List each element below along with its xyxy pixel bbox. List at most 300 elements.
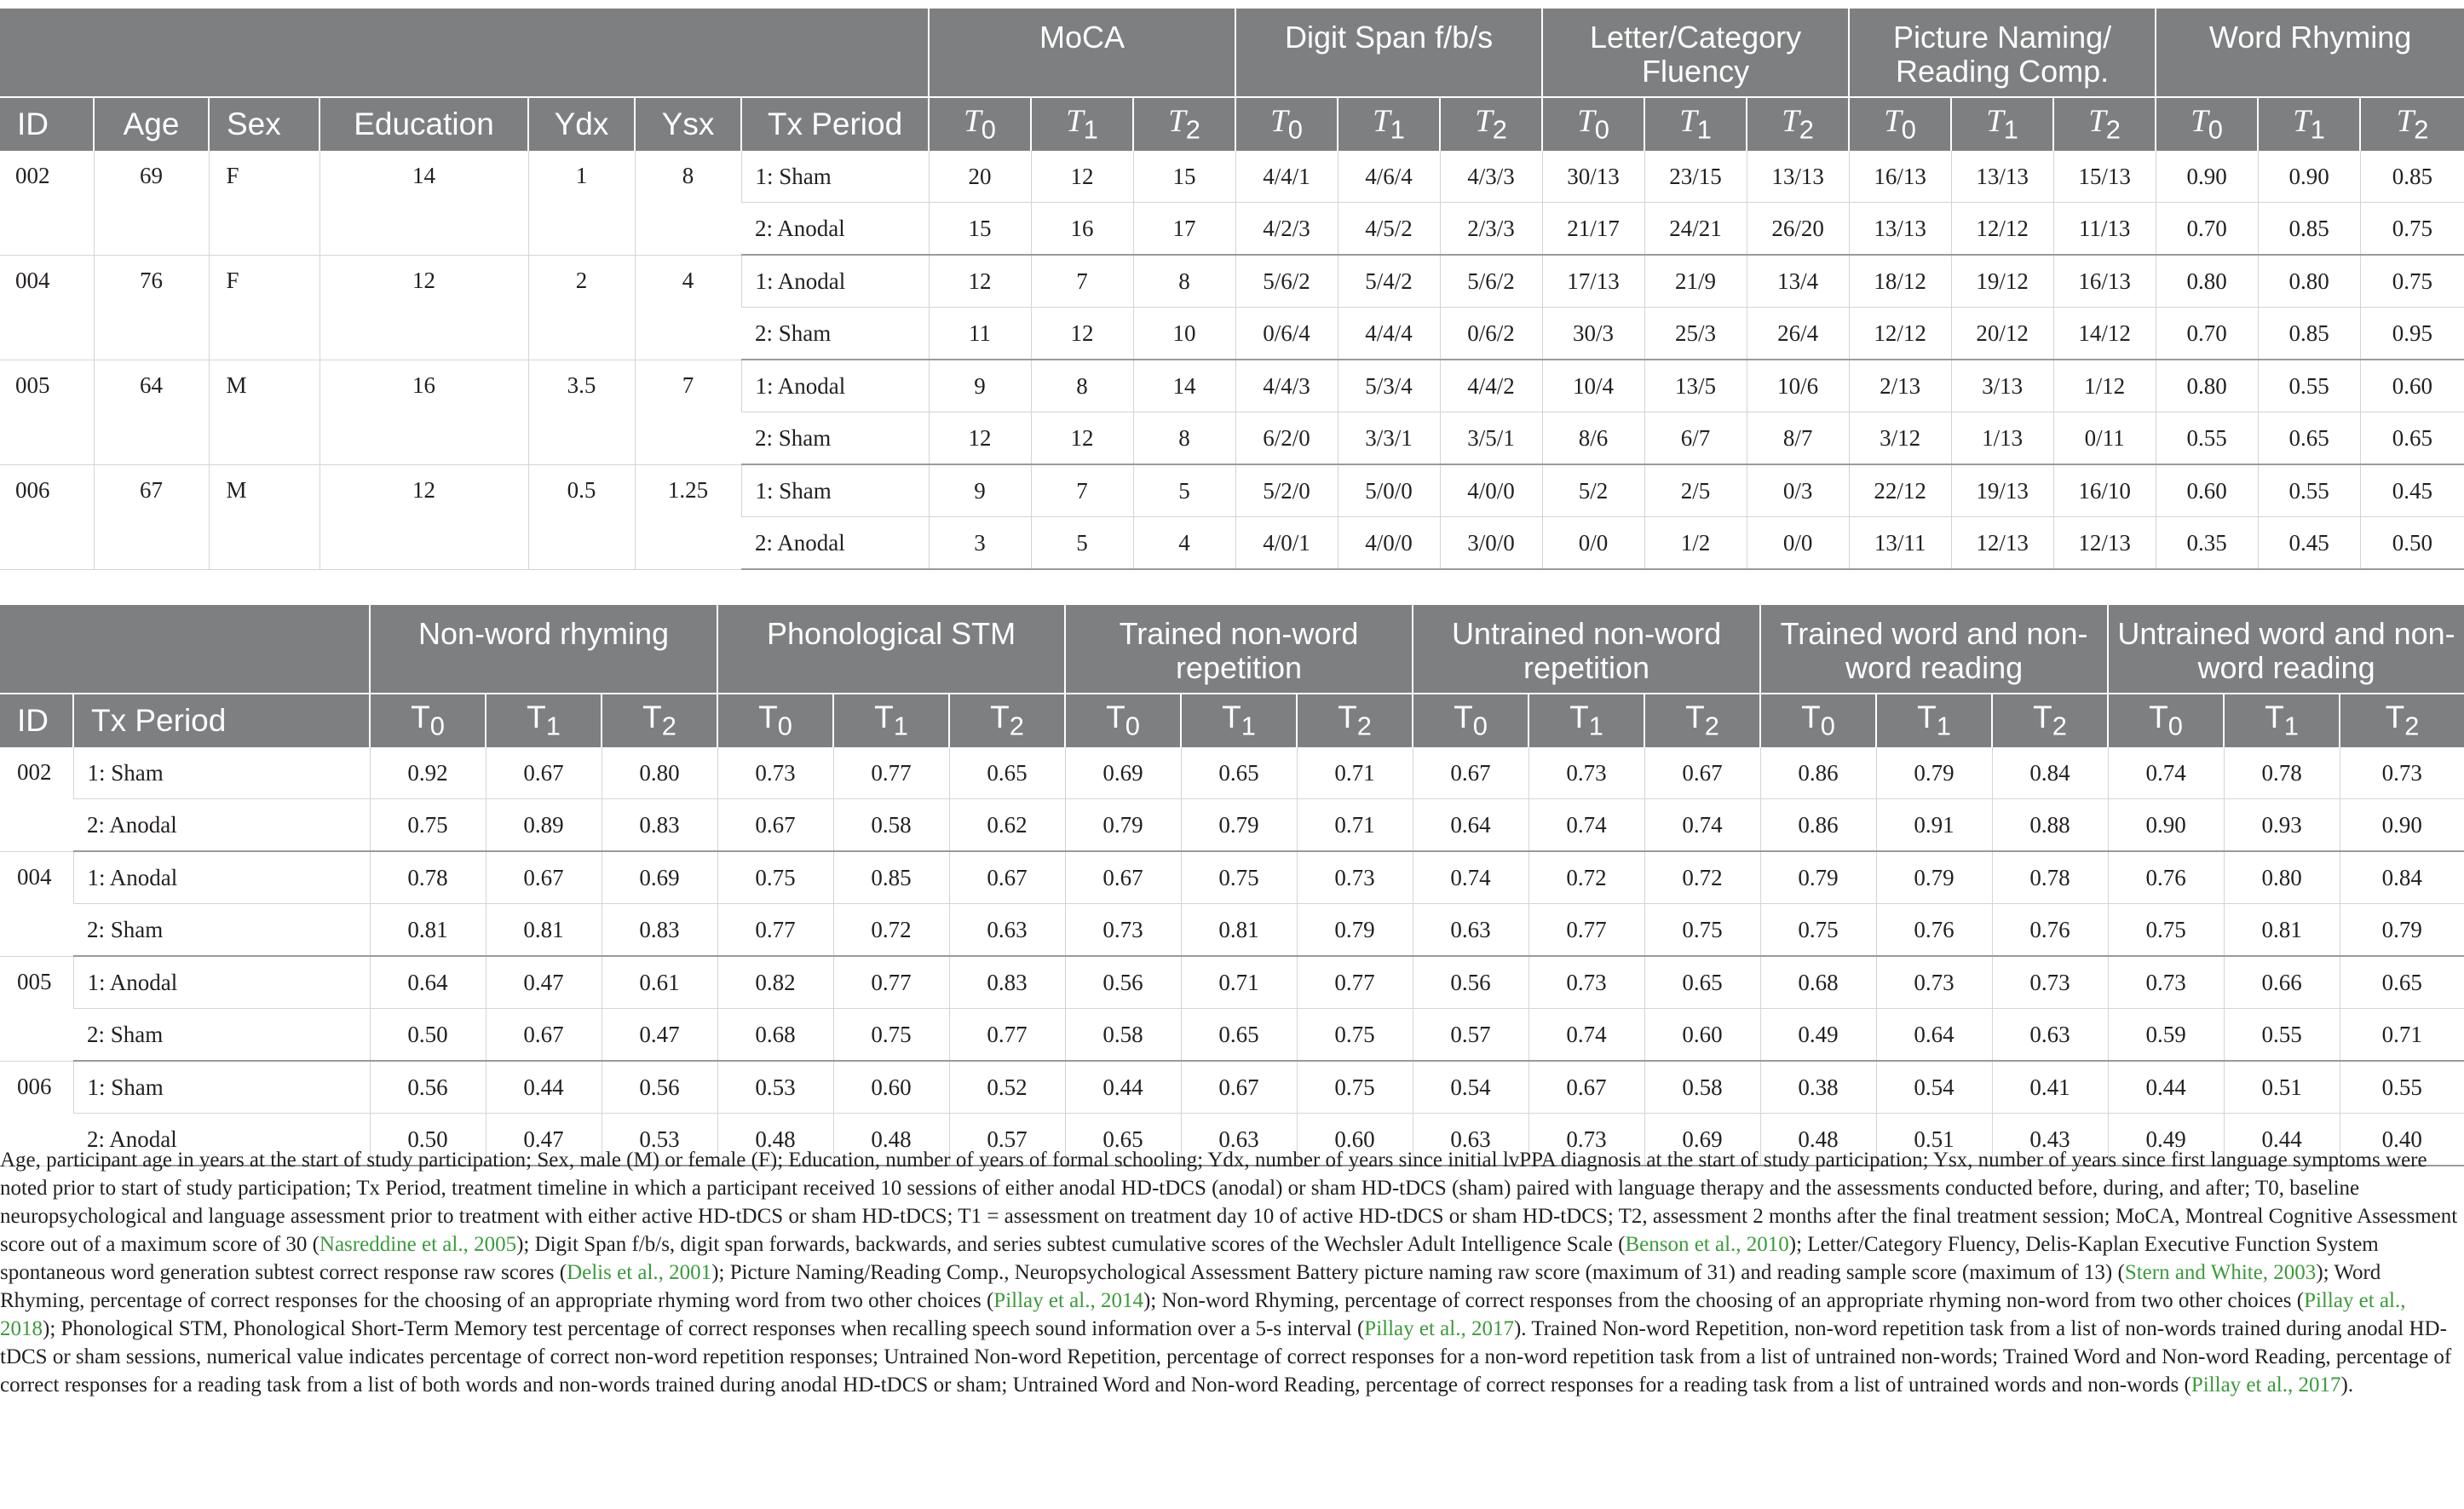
score-cell: 0.77 bbox=[833, 956, 949, 1009]
score-cell: 5/3/4 bbox=[1338, 360, 1440, 412]
score-cell: 3 bbox=[929, 517, 1031, 570]
score-cell: 0.53 bbox=[602, 1114, 717, 1166]
time-point-subscript: 2 bbox=[2105, 114, 2121, 145]
score-cell: 0.81 bbox=[370, 904, 486, 957]
score-cell: 4 bbox=[1133, 517, 1235, 570]
score-cell: 0.67 bbox=[1065, 851, 1181, 904]
time-point-header-t0 bbox=[929, 97, 1031, 151]
score-cell: 3/12 bbox=[1849, 412, 1951, 465]
time-point-header-t1 bbox=[2224, 694, 2340, 747]
score-cell: 0.60 bbox=[2360, 360, 2464, 412]
time-point-header-t0 bbox=[370, 694, 486, 747]
score-cell: 11/13 bbox=[2053, 203, 2156, 256]
score-cell: 13/13 bbox=[1849, 203, 1951, 256]
score-cell: 8 bbox=[1133, 255, 1235, 308]
score-cell: 0.66 bbox=[2224, 956, 2340, 1009]
score-cell: 0.38 bbox=[1760, 1061, 1876, 1114]
table-row bbox=[0, 851, 2464, 904]
time-point-subscript: 0 bbox=[1287, 114, 1303, 145]
participant-id: 002 bbox=[0, 747, 73, 851]
column-header-age: Age bbox=[94, 97, 209, 151]
time-point-header-t2 bbox=[1297, 694, 1413, 747]
time-point-letter: T bbox=[758, 700, 778, 735]
participant-education: 12 bbox=[320, 255, 528, 360]
group-header-row bbox=[0, 9, 2464, 97]
time-point-letter: T bbox=[1373, 104, 1390, 140]
score-cell: 0.69 bbox=[1644, 1114, 1760, 1166]
score-cell: 0.58 bbox=[1644, 1061, 1760, 1114]
score-cell: 10/6 bbox=[1747, 360, 1849, 412]
column-header-tx-period: Tx Period bbox=[73, 694, 370, 747]
time-point-header-t2 bbox=[949, 694, 1065, 747]
score-cell: 0.73 bbox=[1992, 956, 2108, 1009]
score-cell: 0.55 bbox=[2258, 464, 2360, 517]
time-point-letter: T bbox=[1569, 700, 1589, 735]
score-cell: 0.70 bbox=[2156, 203, 2258, 256]
score-cell: 0.60 bbox=[2156, 464, 2258, 517]
score-cell: 13/4 bbox=[1747, 255, 1849, 308]
score-cell: 0.60 bbox=[1297, 1114, 1413, 1166]
score-cell: 0.81 bbox=[486, 904, 602, 957]
score-cell: 0.79 bbox=[1876, 851, 1992, 904]
score-cell: 18/12 bbox=[1849, 255, 1951, 308]
score-cell: 0.86 bbox=[1760, 799, 1876, 852]
score-cell: 0.73 bbox=[1297, 851, 1413, 904]
time-point-header-t1 bbox=[1181, 694, 1297, 747]
citation-link[interactable]: Delis et al., 2001 bbox=[567, 1261, 712, 1284]
score-cell: 0.77 bbox=[833, 747, 949, 799]
time-point-letter: T bbox=[1475, 104, 1493, 140]
footnote-text: ). bbox=[2340, 1374, 2354, 1397]
score-cell: 0.95 bbox=[2360, 308, 2464, 360]
score-cell: 0.58 bbox=[833, 799, 949, 852]
score-cell: 4/2/3 bbox=[1235, 203, 1338, 256]
time-point-subscript: 0 bbox=[429, 711, 445, 741]
footnote-text: ); Picture Naming/Reading Comp., Neuropsychological Assessment Battery picture naming raw score (maximum of 31) and reading sample score (maximum of 13) ( bbox=[711, 1261, 2125, 1284]
participant-ydx: 2 bbox=[528, 255, 635, 360]
score-cell: 0.76 bbox=[1876, 904, 1992, 957]
score-cell: 0.60 bbox=[1644, 1009, 1760, 1062]
participant-id: 002 bbox=[0, 151, 94, 255]
score-cell: 0.50 bbox=[2360, 517, 2464, 570]
time-point-letter: T bbox=[990, 700, 1010, 735]
footnote-text: ); Letter/Category Fluency, Delis-Kaplan Executive Function System spontaneous word generation subtest correct response raw scores ( bbox=[0, 1233, 2379, 1284]
time-point-header-t0 bbox=[2156, 97, 2258, 151]
score-cell: 20 bbox=[929, 151, 1031, 203]
tx-period: 2: Sham bbox=[741, 308, 929, 360]
score-cell: 0.74 bbox=[1528, 799, 1644, 852]
time-point-subscript: 0 bbox=[777, 711, 792, 741]
score-cell: 0.65 bbox=[949, 747, 1065, 799]
score-cell: 0.71 bbox=[1181, 956, 1297, 1009]
footnote-text: ); Digit Span f/b/s, digit span forwards, backwards, and series subtest cumulative scores of the Wechsler Adult Intelligence Scale ( bbox=[516, 1233, 1626, 1256]
time-point-header-t0 bbox=[1760, 694, 1876, 747]
score-cell: 4/4/3 bbox=[1235, 360, 1338, 412]
score-cell: 0/11 bbox=[2053, 412, 2156, 465]
time-point-header-t2 bbox=[1992, 694, 2108, 747]
score-cell: 20/12 bbox=[1951, 308, 2053, 360]
score-cell: 0.57 bbox=[1413, 1009, 1528, 1062]
time-point-header-t0 bbox=[717, 694, 833, 747]
group-header-trained-nonword-repetition: Trained non-word repetition bbox=[1065, 605, 1413, 694]
table-row bbox=[0, 360, 2464, 412]
score-cell: 13/11 bbox=[1849, 517, 1951, 570]
tx-period: 1: Anodal bbox=[73, 851, 370, 904]
time-point-letter: T bbox=[1270, 104, 1288, 140]
score-cell: 0/6/2 bbox=[1440, 308, 1542, 360]
score-cell: 0.65 bbox=[1065, 1114, 1181, 1166]
score-cell: 3/3/1 bbox=[1338, 412, 1440, 465]
citation-link[interactable]: Pillay et al., 2017 bbox=[2191, 1374, 2341, 1397]
score-cell: 0/0 bbox=[1747, 517, 1849, 570]
score-cell: 0.77 bbox=[1297, 956, 1413, 1009]
group-header-trained-reading: Trained word and non-word reading bbox=[1760, 605, 2108, 694]
score-cell: 0.41 bbox=[1992, 1061, 2108, 1114]
group-header-word-rhyming: Word Rhyming bbox=[2156, 9, 2464, 97]
group-header-blank bbox=[0, 605, 370, 694]
time-point-header-t2 bbox=[1644, 694, 1760, 747]
time-point-letter: T bbox=[1066, 104, 1084, 140]
footnote-text: Age, participant age in years at the start of study participation; Sex, male (M) or female (F); Education, number of years of formal schooling; Ydx, number of years since initial lvPPA diagnosis at the start of study participation; Ysx, number of years since first language symptoms were noted prior to start of study participation; Tx Period, treatment timeline in which a participant received 10 sessions of either anodal HD-tDCS (anodal) or sham HD-tDCS (sham) paired with language therapy and the assessments conducted before, during, and after; T0, baseline neuropsychological and language assessment prior to treatment with either active HD-tDCS or sham HD-tDCS; T1 = assessment on treatment day 10 of active HD-tDCS or sham HD-tDCS; T2, assessment 2 months after the final treatment session; MoCA, Montreal Cognitive Assessment score out of a maximum score of 30 ( bbox=[0, 1149, 2458, 1256]
table-row bbox=[0, 151, 2464, 203]
score-cell: 5/4/2 bbox=[1338, 255, 1440, 308]
score-cell: 14/12 bbox=[2053, 308, 2156, 360]
score-cell: 0.79 bbox=[1181, 799, 1297, 852]
time-point-subscript: 0 bbox=[981, 114, 996, 145]
score-cell: 0.53 bbox=[717, 1061, 833, 1114]
column-header-education: Education bbox=[320, 97, 528, 151]
score-cell: 0.69 bbox=[1065, 747, 1181, 799]
score-cell: 0.71 bbox=[1297, 747, 1413, 799]
score-cell: 4/0/0 bbox=[1338, 517, 1440, 570]
group-header-picture-naming: Picture Naming/ Reading Comp. bbox=[1849, 9, 2156, 97]
time-point-subscript: 1 bbox=[2283, 711, 2299, 741]
score-cell: 0.54 bbox=[1876, 1061, 1992, 1114]
score-cell: 0.90 bbox=[2108, 799, 2224, 852]
time-point-header-t2 bbox=[1747, 97, 1849, 151]
time-point-header-t2 bbox=[2340, 694, 2464, 747]
score-cell: 23/15 bbox=[1644, 151, 1747, 203]
score-cell: 13/13 bbox=[1747, 151, 1849, 203]
time-point-header-t0 bbox=[2108, 694, 2224, 747]
score-cell: 0.48 bbox=[717, 1114, 833, 1166]
score-cell: 9 bbox=[929, 464, 1031, 517]
score-cell: 5/6/2 bbox=[1440, 255, 1542, 308]
score-cell: 0.74 bbox=[1413, 851, 1528, 904]
time-point-header-t1 bbox=[486, 694, 602, 747]
score-cell: 0.80 bbox=[602, 747, 717, 799]
score-cell: 0.49 bbox=[1760, 1009, 1876, 1062]
score-cell: 0/6/4 bbox=[1235, 308, 1338, 360]
time-point-subscript: 2 bbox=[1356, 711, 1372, 741]
score-cell: 1/13 bbox=[1951, 412, 2053, 465]
score-cell: 0.81 bbox=[1181, 904, 1297, 957]
tx-period: 2: Sham bbox=[73, 904, 370, 957]
citation-link[interactable]: Pillay et al., 2017 bbox=[1364, 1317, 1514, 1340]
score-cell: 0.61 bbox=[602, 956, 717, 1009]
time-point-subscript: 1 bbox=[2003, 114, 2018, 145]
score-cell: 0.67 bbox=[717, 799, 833, 852]
score-cell: 0.63 bbox=[1413, 904, 1528, 957]
time-point-subscript: 1 bbox=[893, 711, 908, 741]
table-row bbox=[0, 904, 2464, 957]
time-point-header-t0 bbox=[1413, 694, 1528, 747]
time-point-subscript: 1 bbox=[1696, 114, 1712, 145]
score-cell: 12/13 bbox=[2053, 517, 2156, 570]
tx-period: 2: Sham bbox=[741, 412, 929, 465]
score-cell: 0.76 bbox=[1992, 904, 2108, 957]
time-point-subscript: 2 bbox=[2414, 114, 2429, 145]
table-row bbox=[0, 255, 2464, 308]
score-cell: 0.74 bbox=[2108, 747, 2224, 799]
score-cell: 0.75 bbox=[1297, 1061, 1413, 1114]
score-cell: 12 bbox=[929, 412, 1031, 465]
time-point-letter: T bbox=[2191, 104, 2208, 140]
participant-ysx: 4 bbox=[635, 255, 741, 360]
score-cell: 0.51 bbox=[2224, 1061, 2340, 1114]
footnote-text: ). Trained Non-word Repetition, non-word repetition task from a list of non-words trained during anodal HD-tDCS or sham sessions, numerical value indicates percentage of correct non-word repetition responses; Untrained Non-word Repetition, percentage of correct responses for a non-word repetition task from a list of untrained non-words; Trained Word and Non-word Reading, percentage of correct responses for a reading task from a list of both words and non-words trained during anodal HD-tDCS or sham; Untrained Word and Non-word Reading, percentage of correct responses for a reading task from a list of untrained words and non-words ( bbox=[0, 1317, 2452, 1397]
score-cell: 7 bbox=[1031, 464, 1133, 517]
table-row bbox=[0, 956, 2464, 1009]
time-point-letter: T bbox=[1782, 104, 1799, 140]
score-cell: 0.67 bbox=[1413, 747, 1528, 799]
score-cell: 0.88 bbox=[1992, 799, 2108, 852]
score-cell: 10/4 bbox=[1542, 360, 1644, 412]
citation-link[interactable]: Stern and White, 2003 bbox=[2124, 1261, 2317, 1284]
score-cell: 12 bbox=[929, 255, 1031, 308]
group-header-untrained-nonword-repetition: Untrained non-word repetition bbox=[1413, 605, 1760, 694]
participant-sex: M bbox=[209, 464, 320, 569]
score-cell: 0.75 bbox=[1760, 904, 1876, 957]
score-cell: 19/13 bbox=[1951, 464, 2053, 517]
score-cell: 1/2 bbox=[1644, 517, 1747, 570]
time-point-subscript: 2 bbox=[1009, 711, 1024, 741]
group-header-moca: MoCA bbox=[929, 9, 1235, 97]
score-cell: 13/5 bbox=[1644, 360, 1747, 412]
score-cell: 0.47 bbox=[486, 1114, 602, 1166]
score-cell: 0.56 bbox=[370, 1061, 486, 1114]
table-row bbox=[0, 464, 2464, 517]
column-header-tx-period: Tx Period bbox=[741, 97, 929, 151]
score-cell: 8 bbox=[1133, 412, 1235, 465]
score-cell: 0.78 bbox=[370, 851, 486, 904]
time-point-subscript: 1 bbox=[545, 711, 561, 741]
score-cell: 0.75 bbox=[717, 851, 833, 904]
score-cell: 0.75 bbox=[2108, 904, 2224, 957]
score-cell: 0.55 bbox=[2258, 360, 2360, 412]
group-header-row bbox=[0, 605, 2464, 694]
time-point-letter: T bbox=[2265, 700, 2284, 735]
score-cell: 0.90 bbox=[2156, 151, 2258, 203]
score-cell: 0.50 bbox=[370, 1009, 486, 1062]
time-point-subscript: 0 bbox=[2208, 114, 2223, 145]
score-cell: 0.83 bbox=[602, 904, 717, 957]
time-point-subscript: 0 bbox=[1594, 114, 1609, 145]
participant-age: 76 bbox=[94, 255, 209, 360]
participant-id: 005 bbox=[0, 360, 94, 464]
score-cell: 12/12 bbox=[1849, 308, 1951, 360]
score-cell: 0.56 bbox=[1065, 956, 1181, 1009]
score-cell: 0.58 bbox=[1065, 1009, 1181, 1062]
score-cell: 15 bbox=[1133, 151, 1235, 203]
time-point-header-t2 bbox=[1440, 97, 1542, 151]
time-point-letter: T bbox=[1338, 700, 1357, 735]
score-cell: 0.64 bbox=[370, 956, 486, 1009]
column-header-id: ID bbox=[0, 694, 73, 747]
participant-id: 004 bbox=[0, 851, 73, 956]
participant-id: 004 bbox=[0, 255, 94, 360]
score-cell: 0.35 bbox=[2156, 517, 2258, 570]
score-cell: 5/2 bbox=[1542, 464, 1644, 517]
score-cell: 0.67 bbox=[1181, 1061, 1297, 1114]
score-cell: 8 bbox=[1031, 360, 1133, 412]
score-cell: 4/4/1 bbox=[1235, 151, 1338, 203]
table-row bbox=[0, 747, 2464, 799]
score-cell: 17 bbox=[1133, 203, 1235, 256]
score-cell: 0.65 bbox=[2360, 412, 2464, 465]
column-header-sex: Sex bbox=[209, 97, 320, 151]
time-point-subscript: 1 bbox=[1588, 711, 1603, 741]
participant-education: 14 bbox=[320, 151, 528, 255]
score-cell: 0.67 bbox=[486, 747, 602, 799]
score-cell: 0.85 bbox=[833, 851, 949, 904]
score-cell: 0.79 bbox=[1297, 904, 1413, 957]
score-cell: 21/17 bbox=[1542, 203, 1644, 256]
score-cell: 0.77 bbox=[1528, 904, 1644, 957]
score-cell: 0.48 bbox=[1760, 1114, 1876, 1166]
score-cell: 9 bbox=[929, 360, 1031, 412]
participant-age: 69 bbox=[94, 151, 209, 255]
participant-ysx: 1.25 bbox=[635, 464, 741, 569]
score-cell: 13/13 bbox=[1951, 151, 2053, 203]
score-cell: 0.85 bbox=[2258, 203, 2360, 256]
time-point-subscript: 1 bbox=[2310, 114, 2325, 145]
score-cell: 0.45 bbox=[2258, 517, 2360, 570]
citation-link[interactable]: Pillay et al., 2018 bbox=[0, 1289, 2406, 1340]
score-cell: 5 bbox=[1031, 517, 1133, 570]
score-cell: 30/13 bbox=[1542, 151, 1644, 203]
score-cell: 0.83 bbox=[949, 956, 1065, 1009]
participant-ysx: 7 bbox=[635, 360, 741, 464]
score-cell: 16/10 bbox=[2053, 464, 2156, 517]
score-cell: 0.51 bbox=[1876, 1114, 1992, 1166]
score-cell: 0.73 bbox=[2340, 747, 2464, 799]
time-point-header-t0 bbox=[1065, 694, 1181, 747]
time-point-letter: T bbox=[2088, 104, 2106, 140]
score-cell: 0.77 bbox=[717, 904, 833, 957]
score-cell: 0.75 bbox=[370, 799, 486, 852]
score-cell: 0.56 bbox=[1413, 956, 1528, 1009]
time-point-subscript: 2 bbox=[2404, 711, 2420, 741]
citation-link[interactable]: Nasreddine et al., 2005 bbox=[319, 1233, 517, 1256]
score-cell: 0.60 bbox=[833, 1061, 949, 1114]
score-cell: 2/3/3 bbox=[1440, 203, 1542, 256]
time-point-letter: T bbox=[1454, 700, 1473, 735]
score-cell: 0.72 bbox=[1528, 851, 1644, 904]
score-cell: 12 bbox=[1031, 308, 1133, 360]
score-cell: 16 bbox=[1031, 203, 1133, 256]
time-point-header-t1 bbox=[1876, 694, 1992, 747]
score-cell: 0.79 bbox=[2340, 904, 2464, 957]
score-cell: 0.49 bbox=[2108, 1114, 2224, 1166]
score-cell: 0.55 bbox=[2340, 1061, 2464, 1114]
score-cell: 12/13 bbox=[1951, 517, 2053, 570]
score-cell: 4/3/3 bbox=[1440, 151, 1542, 203]
score-cell: 7 bbox=[1031, 255, 1133, 308]
score-cell: 16/13 bbox=[2053, 255, 2156, 308]
tx-period: 1: Sham bbox=[741, 464, 929, 517]
score-cell: 0.47 bbox=[602, 1009, 717, 1062]
score-cell: 0.45 bbox=[2360, 464, 2464, 517]
participant-ysx: 8 bbox=[635, 151, 741, 255]
participant-id: 005 bbox=[0, 956, 73, 1061]
score-cell: 0.43 bbox=[1992, 1114, 2108, 1166]
score-cell: 0.65 bbox=[1644, 956, 1760, 1009]
score-cell: 0.67 bbox=[949, 851, 1065, 904]
score-cell: 0.75 bbox=[833, 1009, 949, 1062]
group-header-digit-span: Digit Span f/b/s bbox=[1235, 9, 1542, 97]
score-cell: 5/2/0 bbox=[1235, 464, 1338, 517]
score-cell: 0.63 bbox=[1413, 1114, 1528, 1166]
score-cell: 0.44 bbox=[2224, 1114, 2340, 1166]
group-header-phonological-stm: Phonological STM bbox=[717, 605, 1065, 694]
column-header-id: ID bbox=[0, 97, 94, 151]
score-cell: 0.64 bbox=[1876, 1009, 1992, 1062]
score-cell: 4/6/4 bbox=[1338, 151, 1440, 203]
score-cell: 0.90 bbox=[2258, 151, 2360, 203]
score-cell: 0.48 bbox=[833, 1114, 949, 1166]
time-point-letter: T bbox=[2293, 104, 2311, 140]
score-cell: 0.65 bbox=[1181, 747, 1297, 799]
citation-link[interactable]: Pillay et al., 2014 bbox=[993, 1289, 1143, 1312]
time-point-subscript: 2 bbox=[2052, 711, 2067, 741]
score-cell: 0.91 bbox=[1876, 799, 1992, 852]
score-cell: 0.78 bbox=[1992, 851, 2108, 904]
score-cell: 0.40 bbox=[2340, 1114, 2464, 1166]
participant-sex: M bbox=[209, 360, 320, 464]
score-cell: 4/0/0 bbox=[1440, 464, 1542, 517]
score-cell: 0.84 bbox=[2340, 851, 2464, 904]
time-point-letter: T bbox=[1917, 700, 1937, 735]
score-cell: 17/13 bbox=[1542, 255, 1644, 308]
score-cell: 0.65 bbox=[2258, 412, 2360, 465]
score-cell: 0.71 bbox=[1297, 799, 1413, 852]
score-cell: 0.85 bbox=[2360, 151, 2464, 203]
time-point-subscript: 2 bbox=[661, 711, 676, 741]
score-cell: 0.44 bbox=[2108, 1061, 2224, 1114]
score-cell: 0.75 bbox=[1297, 1009, 1413, 1062]
time-point-subscript: 1 bbox=[1083, 114, 1098, 145]
score-cell: 0.82 bbox=[717, 956, 833, 1009]
time-point-letter: T bbox=[642, 700, 662, 735]
score-cell: 21/9 bbox=[1644, 255, 1747, 308]
score-cell: 0.65 bbox=[1181, 1009, 1297, 1062]
time-point-letter: T bbox=[1884, 104, 1902, 140]
score-cell: 4/4/2 bbox=[1440, 360, 1542, 412]
score-cell: 0.73 bbox=[1528, 747, 1644, 799]
score-cell: 26/4 bbox=[1747, 308, 1849, 360]
score-cell: 0.72 bbox=[1644, 851, 1760, 904]
time-point-subscript: 0 bbox=[1472, 711, 1488, 741]
score-cell: 3/5/1 bbox=[1440, 412, 1542, 465]
time-point-header-t0 bbox=[1235, 97, 1338, 151]
citation-link[interactable]: Benson et al., 2010 bbox=[1625, 1233, 1789, 1256]
time-point-subscript: 2 bbox=[1185, 114, 1200, 145]
group-header-untrained-reading: Untrained word and non-word reading bbox=[2108, 605, 2464, 694]
score-cell: 0.57 bbox=[949, 1114, 1065, 1166]
tx-period: 1: Anodal bbox=[741, 255, 929, 308]
score-cell: 11 bbox=[929, 308, 1031, 360]
